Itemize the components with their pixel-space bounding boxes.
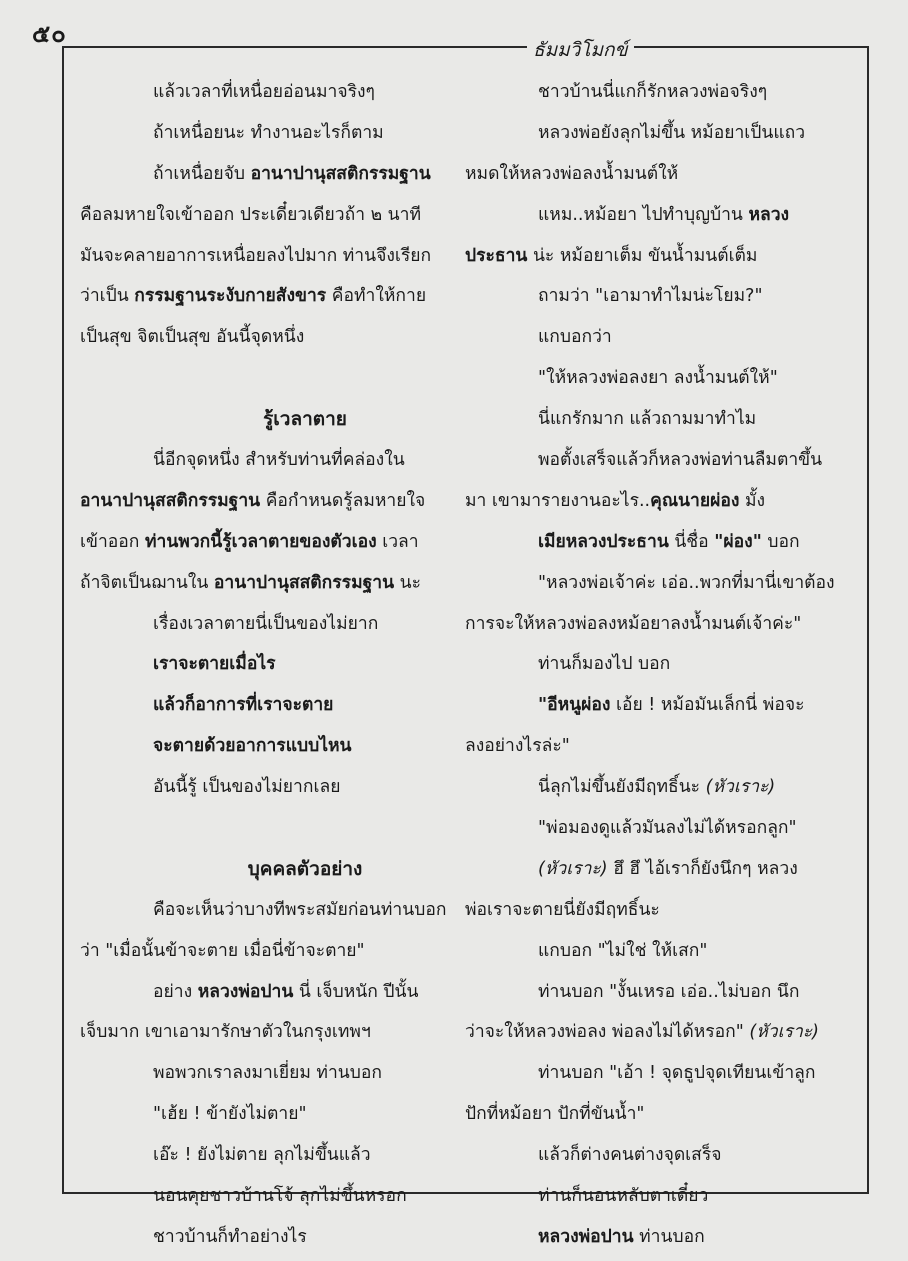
text-line: [465, 113, 850, 154]
left-column: [80, 72, 470, 1258]
text-span: คือทำให้กาย: [326, 286, 427, 307]
text-line: [465, 808, 850, 849]
text-span: คือกำหนดรู้ลมหายใจ: [260, 490, 426, 511]
text-span: แหม..หม้อยา ไปทำบุญบ้าน: [538, 204, 749, 225]
text-span: เอ๊ะ ! ยังไม่ตาย ลุกไม่ขึ้นแล้ว: [153, 1145, 371, 1166]
text-span: มันจะคลายอาการเหนื่อยลงไปมาก ท่านจึงเรียก: [80, 245, 432, 266]
text-span: นะ: [394, 572, 421, 593]
text-span: แล้วก็ต่างคนต่างจุดเสร็จ: [538, 1145, 722, 1166]
text-span: ถ้าจิตเป็นฌานใน: [80, 572, 214, 593]
text-span: คือจะเห็นว่าบางทีพระสมัยก่อนท่านบอก: [153, 899, 447, 920]
running-header-title: ธัมมวิโมกข์: [527, 35, 634, 65]
italic-text: (หัวเราะ): [705, 777, 776, 798]
text-span: นี่ เจ็บหนัก ปีนั้น: [293, 981, 419, 1002]
text-span: เวลา: [376, 531, 419, 552]
text-span: ชาวบ้านก็ทำอย่างไร: [153, 1226, 307, 1247]
text-line: [465, 849, 850, 890]
text-span: แกบอก "ไม่ใช่ ให้เสก": [538, 940, 708, 961]
text-line: [465, 358, 850, 399]
italic-text: (หัวเราะ): [538, 858, 608, 879]
text-span: "ให้หลวงพ่อลงยา ลงน้ำมนต์ให้": [538, 368, 778, 389]
text-line: [80, 890, 470, 931]
text-span: แกบอกว่า: [538, 327, 612, 348]
text-span: ถามว่า "เอามาทำไมน่ะโยม?": [538, 286, 763, 307]
text-line: [80, 236, 470, 277]
text-span: ฮึ ฮึ ไอ้เราก็ยังนึกๆ หลวง: [607, 858, 798, 879]
text-line: [465, 276, 850, 317]
text-line: [465, 931, 850, 972]
bold-text: ประธาน: [465, 245, 528, 266]
text-line: [465, 1135, 850, 1176]
bold-text: ท่านพวกนี้รู้เวลาตายของตัวเอง: [144, 531, 377, 552]
text-span: พ่อเราจะตายนี่ยังมีฤทธิ์นะ: [465, 899, 660, 920]
text-span: บอก: [761, 531, 800, 552]
section-heading: [80, 849, 470, 890]
text-line: [80, 1217, 470, 1258]
text-span: หมดให้หลวงพ่อลงน้ำมนต์ให้: [465, 163, 679, 184]
text-line: [465, 154, 850, 195]
bold-text: กรรมฐานระงับกายสังขาร: [134, 286, 327, 307]
text-line: [465, 481, 850, 522]
bold-text: จะตายด้วยอาการแบบไหน: [153, 736, 352, 757]
text-span: ถ้าเหนื่อยจับ: [153, 163, 251, 184]
text-span: นี่อีกจุดหนึ่ง สำหรับท่านที่คล่องใน: [153, 450, 405, 471]
text-line: [465, 1053, 850, 1094]
text-span: น่ะ หม้อยาเต็ม ขันน้ำมนต์เต็ม: [527, 245, 758, 266]
text-line: [80, 604, 470, 645]
text-line: [465, 972, 850, 1013]
right-column: [465, 72, 850, 1258]
bold-text: อานาปานุสสติกรรมฐาน: [213, 572, 395, 593]
bold-text: หลวงพ่อปาน: [538, 1226, 634, 1247]
bold-text: อานาปานุสสติกรรมฐาน: [250, 163, 431, 184]
bold-text: "ผ่อง": [714, 531, 762, 552]
text-line: [465, 890, 850, 931]
text-span: ว่า "เมื่อนั้นข้าจะตาย เมื่อนี่ข้าจะตาย": [80, 940, 365, 961]
text-span: ท่านบอก: [633, 1226, 705, 1247]
text-line: [80, 195, 470, 236]
bold-text: หลวง: [748, 204, 790, 225]
text-line: [80, 563, 470, 604]
text-line: [80, 1053, 470, 1094]
text-line: [80, 276, 470, 317]
text-line: [80, 972, 470, 1013]
text-line: [465, 522, 850, 563]
text-line: [465, 563, 850, 604]
text-span: มั้ง: [739, 490, 766, 511]
section-heading: [80, 399, 470, 440]
text-span: ว่าเป็น: [80, 286, 135, 307]
text-span: พอพวกเราลงมาเยี่ยม ท่านบอก: [153, 1063, 382, 1084]
text-line: [465, 1217, 850, 1258]
text-span: นี่ชื่อ: [668, 531, 715, 552]
text-line: [465, 195, 850, 236]
bold-text: คุณนายผ่อง: [650, 490, 740, 511]
bold-text: เราจะตายเมื่อไร: [153, 654, 276, 675]
bold-text: หลวงพ่อปาน: [197, 981, 294, 1002]
text-line: [80, 72, 470, 113]
text-span: นอนคุยชาวบ้านโจ้ ลุกไม่ขึ้นหรอก: [153, 1186, 407, 1207]
page-number: ๕๐: [32, 20, 67, 48]
text-span: แล้วเวลาที่เหนื่อยอ่อนมาจริงๆ: [153, 82, 375, 102]
text-line: [80, 481, 470, 522]
text-span: รู้เวลาตาย: [263, 408, 347, 431]
text-span: นี่แกรักมาก แล้วถามมาทำไม: [538, 409, 757, 430]
text-span: "หลวงพ่อเจ้าค่ะ เอ่อ..พวกที่มานี่เขาต้อง: [538, 572, 835, 593]
text-line: [80, 113, 470, 154]
text-span: นี่ลุกไม่ขึ้นยังมีฤทธิ์นะ: [538, 777, 706, 798]
text-line: [80, 1135, 470, 1176]
text-span: ถ้าเหนื่อยนะ ทำงานอะไรก็ตาม: [153, 122, 384, 143]
text-span: ลงอย่างไรล่ะ": [465, 736, 570, 757]
text-line: [465, 604, 850, 645]
text-span: ท่านบอก "งั้นเหรอ เอ่อ..ไม่บอก นึก: [538, 981, 800, 1002]
text-line: [465, 726, 850, 767]
text-line: [465, 317, 850, 358]
text-span: เป็นสุข จิตเป็นสุข อันนี้จุดหนึ่ง: [80, 327, 305, 348]
bold-text: อานาปานุสสติกรรมฐาน: [80, 490, 261, 511]
text-line: [80, 1176, 470, 1217]
bold-text: "อีหนูผ่อง: [538, 695, 611, 716]
text-line: [465, 1012, 850, 1053]
text-span: ท่านก็มองไป บอก: [538, 654, 671, 675]
text-span: "พ่อมองดูแล้วมันลงไม่ได้หรอกลูก": [538, 818, 797, 839]
text-line: [465, 399, 850, 440]
text-line: [465, 440, 850, 481]
text-line: [465, 685, 850, 726]
text-span: เรื่องเวลาตายนี่เป็นของไม่ยาก: [153, 613, 379, 634]
text-span: ท่านก็นอนหลับตาเดี๋ยว: [538, 1186, 709, 1207]
italic-text: (หัวเราะ): [749, 1022, 819, 1043]
text-line: [465, 72, 850, 113]
text-span: ชาวบ้านนี่แกก็รักหลวงพ่อจริงๆ: [538, 82, 768, 102]
text-span: บุคคลตัวอย่าง: [247, 857, 363, 880]
text-span: มา เขามารายงานอะไร..: [465, 490, 651, 511]
text-span: ปักที่หม้อยา ปักที่ขันน้ำ": [465, 1104, 645, 1125]
text-line: [80, 726, 470, 767]
text-line: [80, 522, 470, 563]
text-line: [80, 1012, 470, 1053]
text-span: พอตั้งเสร็จแล้วก็หลวงพ่อท่านลืมตาขึ้น: [538, 450, 823, 471]
text-span: ท่านบอก "เอ้า ! จุดธูปจุดเทียนเข้าลูก: [538, 1063, 816, 1084]
text-span: เข้าออก: [80, 531, 145, 552]
text-line: [80, 931, 470, 972]
text-line: [80, 317, 470, 358]
text-line: [465, 644, 850, 685]
text-line: [465, 236, 850, 277]
text-line: [80, 154, 470, 195]
text-line: [80, 644, 470, 685]
text-line: [80, 358, 470, 399]
text-line: [80, 440, 470, 481]
text-span: เจ็บมาก เขาเอามารักษาตัวในกรุงเทพฯ: [80, 1022, 371, 1043]
text-span: อันนี้รู้ เป็นของไม่ยากเลย: [153, 777, 341, 798]
text-line: [465, 1094, 850, 1135]
text-line: [80, 767, 470, 808]
text-line: [465, 767, 850, 808]
text-span: "เฮ้ย ! ข้ายังไม่ตาย": [153, 1104, 307, 1125]
bold-text: เมียหลวงประธาน: [538, 531, 669, 552]
bold-text: แล้วก็อาการที่เราจะตาย: [153, 695, 334, 716]
text-span: คือลมหายใจเข้าออก ประเดี๋ยวเดียวถ้า ๒ นาที: [80, 204, 422, 225]
text-line: [80, 685, 470, 726]
text-span: การจะให้หลวงพ่อลงหม้อยาลงน้ำมนต์เจ้าค่ะ": [465, 613, 802, 634]
text-span: เอ้ย ! หม้อมันเล็กนี่ พ่อจะ: [610, 695, 805, 716]
text-line: [80, 808, 470, 849]
text-line: [465, 1176, 850, 1217]
text-span: หลวงพ่อยังลุกไม่ขึ้น หม้อยาเป็นแถว: [538, 122, 806, 143]
text-span: ว่าจะให้หลวงพ่อลง พ่อลงไม่ได้หรอก": [465, 1022, 750, 1043]
text-line: [80, 1094, 470, 1135]
text-span: อย่าง: [153, 981, 198, 1002]
